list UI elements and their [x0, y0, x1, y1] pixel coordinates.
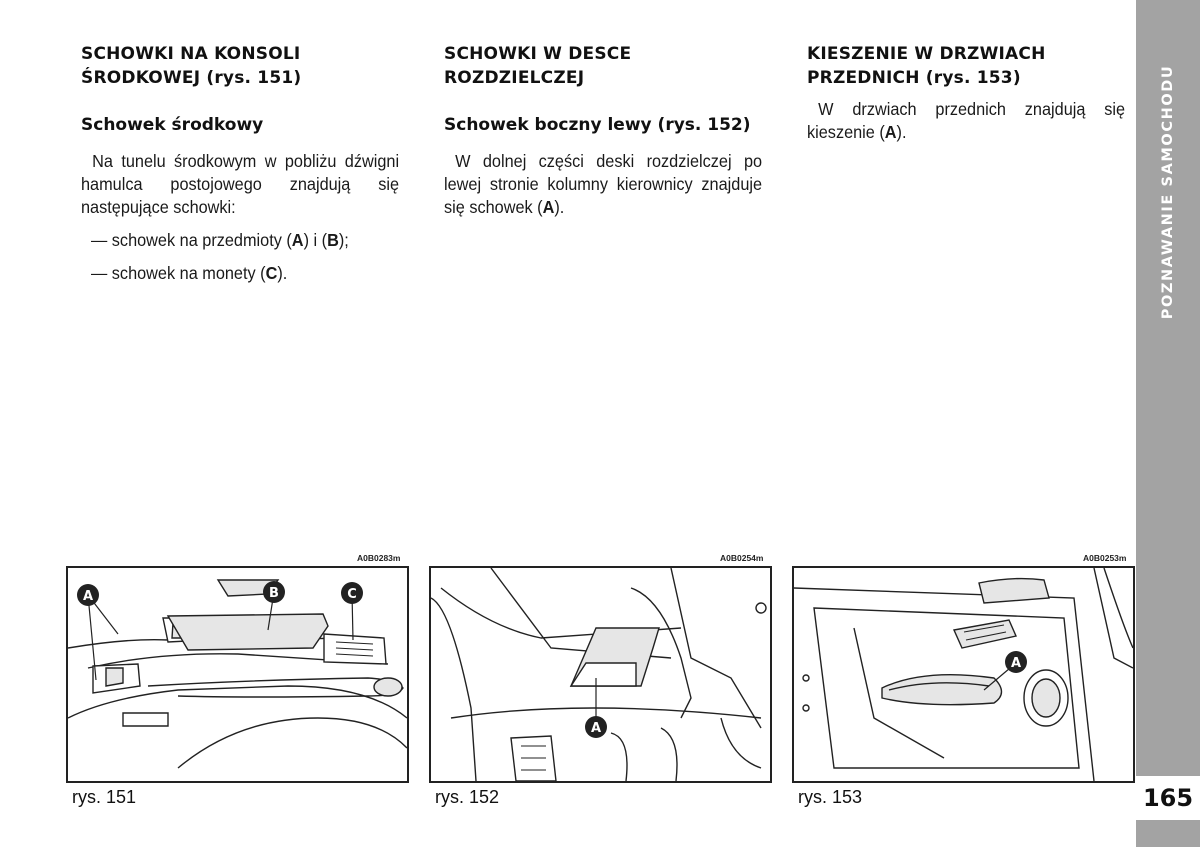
chapter-title: POZNAWANIE SAMOCHODU — [1160, 64, 1176, 320]
callout-label: C — [347, 587, 357, 602]
callout-label: A — [590, 721, 602, 736]
figure-caption: rys. 153 — [798, 787, 863, 807]
subheading: Schowek środkowy — [81, 115, 264, 135]
paragraph: W drzwiach przednich znajdują się kieszenie (A). — [807, 99, 1126, 142]
callout-label: A — [82, 589, 94, 604]
section-dashboard-compartments — [444, 42, 762, 219]
heading-line: ROZDZIELCZEJ — [444, 68, 585, 88]
subheading: Schowek boczny lewy (rys. 152) — [444, 115, 751, 135]
illustration-door — [794, 568, 1133, 781]
figure-center-console — [66, 566, 409, 783]
heading-line: SCHOWKI NA KONSOLI — [81, 44, 301, 64]
section-center-console — [81, 42, 399, 285]
figure-reference: (rys. 151) — [206, 68, 302, 88]
illustration-center-console — [68, 568, 407, 781]
chapter-tab — [1136, 0, 1200, 847]
heading-line: KIESZENIE W DRZWIACH — [807, 44, 1046, 64]
figure-caption: rys. 152 — [435, 787, 500, 807]
section-door-pockets — [807, 42, 1125, 144]
paragraph: Na tunelu środkowym w pobliżu dźwigni hamulca postojowego znajdują się następujące schowki: — [81, 151, 400, 217]
list-item: — schowek na przedmioty (A) i (B); — [91, 230, 349, 250]
figure-code: A0B0283m — [357, 553, 401, 563]
paragraph: W dolnej części deski rozdzielczej po lewej stronie kolumny kierownicy znajduje się schowek (A). — [444, 151, 763, 217]
heading-line: PRZEDNICH — [807, 68, 920, 88]
illustration-dashboard — [431, 568, 770, 781]
figure-dashboard-compartment — [429, 566, 772, 783]
callout-label: A — [1010, 656, 1022, 671]
figure-code: A0B0253m — [1083, 553, 1127, 563]
page-number: 165 — [1136, 776, 1200, 820]
heading-line: ŚRODKOWEJ — [81, 68, 201, 88]
figure-code: A0B0254m — [720, 553, 764, 563]
figure-reference: (rys. 153) — [925, 68, 1021, 88]
section-heading — [807, 42, 1125, 90]
list-item: — schowek na monety (C). — [91, 263, 288, 283]
section-heading — [81, 42, 399, 90]
figure-door-pocket — [792, 566, 1135, 783]
heading-line: SCHOWKI W DESCE — [444, 44, 632, 64]
callout-label: B — [269, 586, 279, 601]
section-heading — [444, 42, 762, 90]
figure-caption: rys. 151 — [72, 787, 137, 807]
